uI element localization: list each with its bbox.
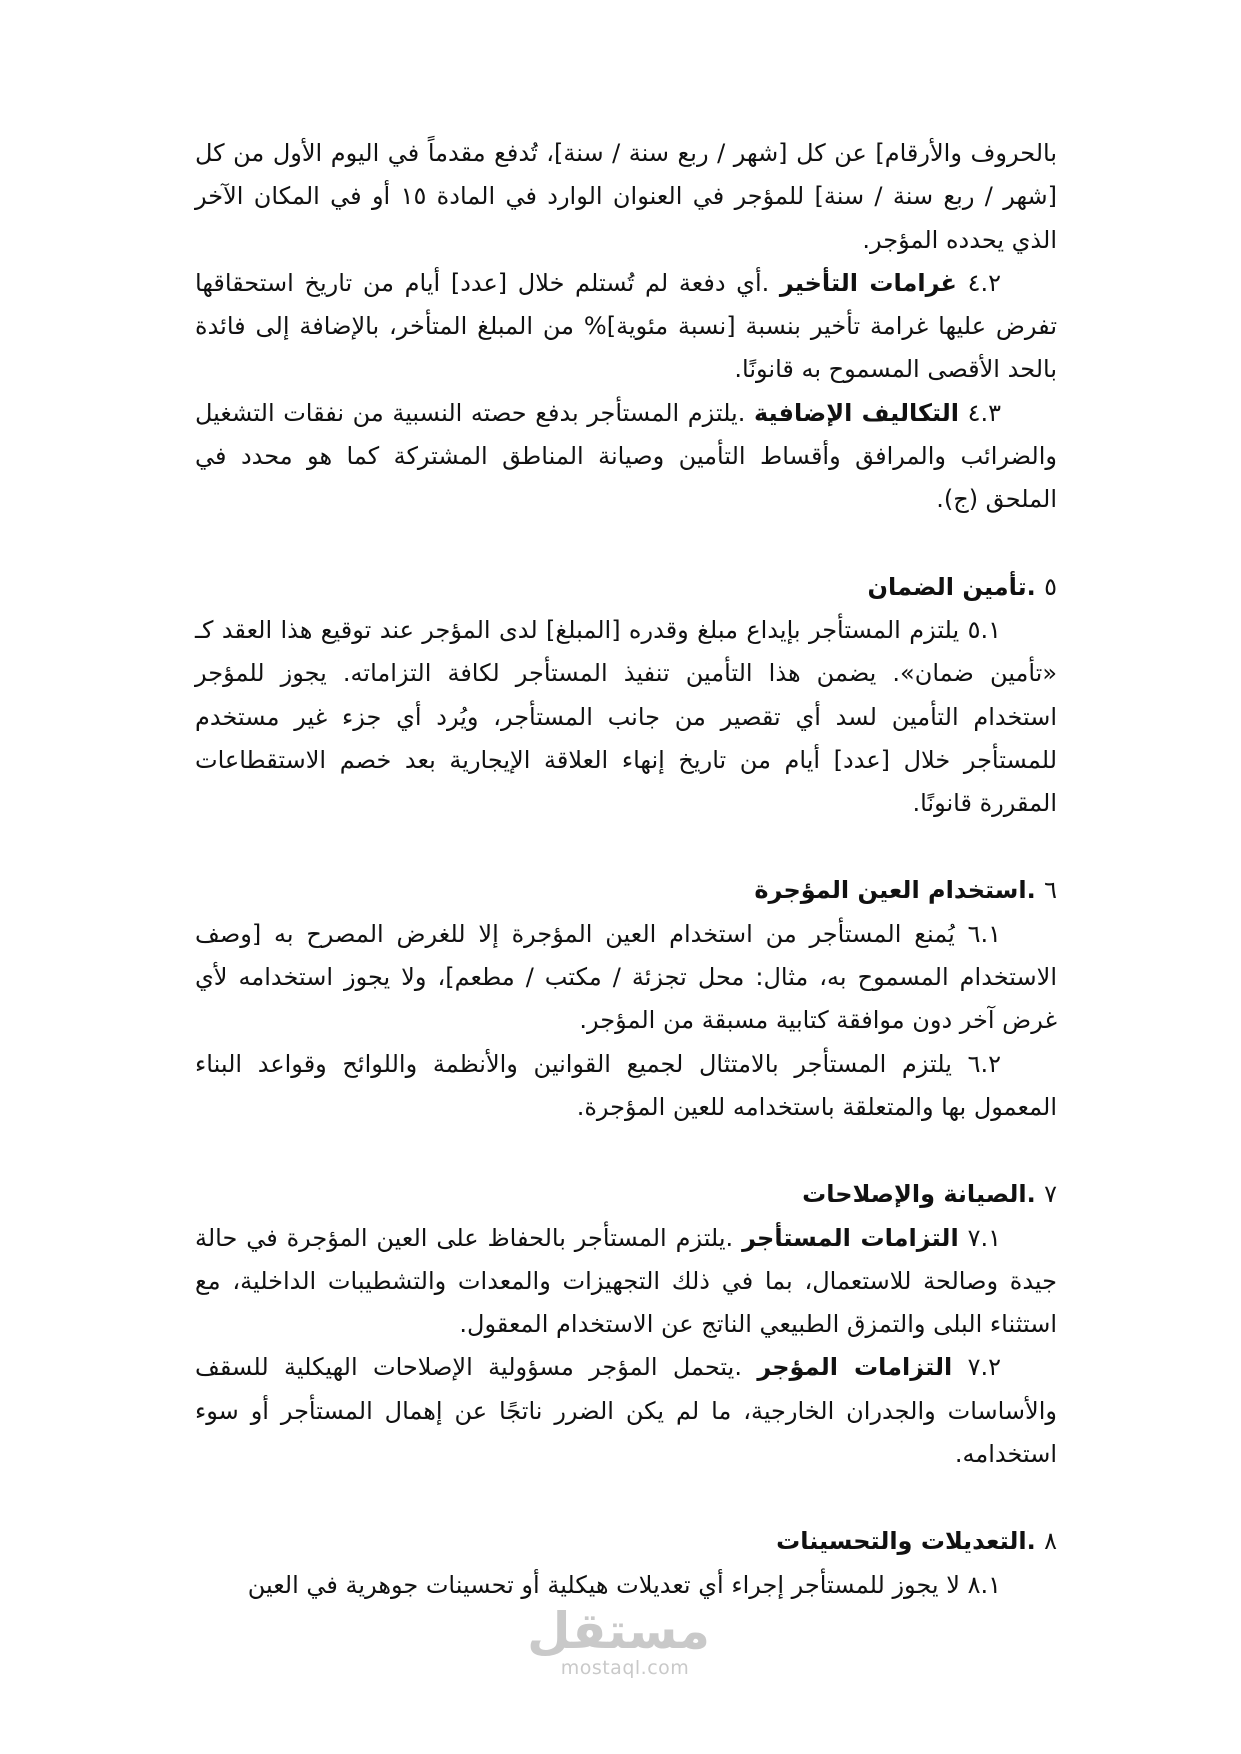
clause-text: .يتحمل المؤجر مسؤولية الإصلاحات الهيكلية للسقف والأساسات والجدران الخارجية، ما لم يكن الضرر ناتجًا عن إهمال المستأجر أو سوء استخدامه. [195, 1353, 1057, 1469]
clause-text: .أي دفعة لم تُستلم خلال [عدد] أيام من تاريخ استحقاقها تفرض عليها غرامة تأخير بنسبة [نسبة مئوية]% من المبلغ المتأخر، بالإضافة إلى فائدة بالحد الأقصى المسموح به قانونًا. [195, 268, 1057, 384]
section-title: .التعديلات والتحسينات [776, 1527, 1036, 1556]
clause-5-1 [195, 609, 1057, 825]
section-8-heading [195, 1520, 1057, 1563]
mostaql-watermark [527, 1602, 710, 1679]
clause-title: التزامات المؤجر [757, 1353, 953, 1382]
clause-number: ٨.١ [967, 1570, 1001, 1599]
clause-number: ٥.١ [967, 615, 1001, 644]
section-4-intro [195, 132, 1057, 262]
clause-6-2 [195, 1043, 1057, 1130]
clause-number: ٦.٢ [967, 1049, 1001, 1078]
section-spacer [195, 522, 1057, 566]
clause-title: غرامات التأخير [779, 268, 957, 297]
section-title: .الصيانة والإصلاحات [802, 1180, 1036, 1209]
clause-7-1 [195, 1217, 1057, 1347]
section-spacer [195, 825, 1057, 869]
clause-number: ٧.١ [967, 1223, 1001, 1252]
section-title: .استخدام العين المؤجرة [754, 876, 1036, 905]
section-spacer [195, 1476, 1057, 1520]
clause-title: التزامات المستأجر [742, 1223, 959, 1252]
clause-number: ٦.١ [967, 919, 1001, 948]
clause-number: ٤.٣ [967, 398, 1001, 427]
section-number: ٥ [1044, 572, 1057, 601]
watermark-domain: mostaql.com [560, 1657, 690, 1679]
clause-text: يُمنع المستأجر من استخدام العين المؤجرة إلا للغرض المصرح به [وصف الاستخدام المسموح به، مثال: محل تجزئة / مكتب / مطعم]، ولا يجوز استخدامه لأي غرض آخر دون موافقة كتابية مسبقة من المؤجر. [195, 919, 1057, 1035]
section-number: ٦ [1044, 876, 1057, 905]
clause-text: يلتزم المستأجر بالامتثال لجميع القوانين والأنظمة واللوائح وقواعد البناء المعمول بها والمتعلقة باستخدامه للعين المؤجرة. [195, 1049, 1057, 1121]
clause-4-3 [195, 392, 1057, 522]
clause-text: .يلتزم المستأجر بدفع حصته النسبية من نفقات التشغيل والضرائب والمرافق وأقساط التأمين وصيانة المناطق المشتركة كما هو محدد في الملحق (ج). [195, 398, 1057, 514]
clause-7-2 [195, 1346, 1057, 1476]
clause-number: ٧.٢ [967, 1353, 1001, 1382]
clause-text: .يلتزم المستأجر بالحفاظ على العين المؤجرة في حالة جيدة وصالحة للاستعمال، بما في ذلك التجهيزات والمعدات والتشطيبات الداخلية، مع استثناء البلى والتمزق الطبيعي الناتج عن الاستخدام المعقول. [195, 1223, 1057, 1339]
section-spacer [195, 1129, 1057, 1173]
section-6-heading [195, 869, 1057, 912]
section-4-intro-text: بالحروف والأرقام] عن كل [شهر / ربع سنة / سنة]، تُدفع مقدماً في اليوم الأول من كل [شهر / ربع سنة / سنة] للمؤجر في العنوان الوارد في المادة ١٥ أو في المكان الآخر الذي يحدده المؤجر. [195, 139, 1057, 254]
section-number: ٨ [1044, 1527, 1057, 1556]
clause-6-1 [195, 913, 1057, 1043]
section-5-heading [195, 566, 1057, 609]
document-page [195, 132, 1057, 1607]
clause-text: يلتزم المستأجر بإيداع مبلغ وقدره [المبلغ] لدى المؤجر عند توقيع هذا العقد كـ «تأمين ضمان». يضمن هذا التأمين تنفيذ المستأجر لكافة التزاماته. يجوز للمؤجر استخدام التأمين لسد أي تقصير من جانب المستأجر، ويُرد أي جزء غير مستخدم للمستأجر خلال [عدد] أيام من تاريخ إنهاء العلاقة الإيجارية بعد خصم الاستقطاعات المقررة قانونًا. [195, 615, 1057, 818]
watermark-logo: مستقل [527, 1602, 710, 1660]
section-number: ٧ [1044, 1180, 1057, 1209]
section-7-heading [195, 1173, 1057, 1216]
clause-4-2 [195, 262, 1057, 392]
section-title: .تأمين الضمان [867, 572, 1036, 601]
clause-title: التكاليف الإضافية [753, 398, 959, 427]
clause-number: ٤.٢ [967, 268, 1001, 297]
clause-text: لا يجوز للمستأجر إجراء أي تعديلات هيكلية أو تحسينات جوهرية في العين [247, 1570, 960, 1599]
clause-8-1 [195, 1564, 1057, 1607]
